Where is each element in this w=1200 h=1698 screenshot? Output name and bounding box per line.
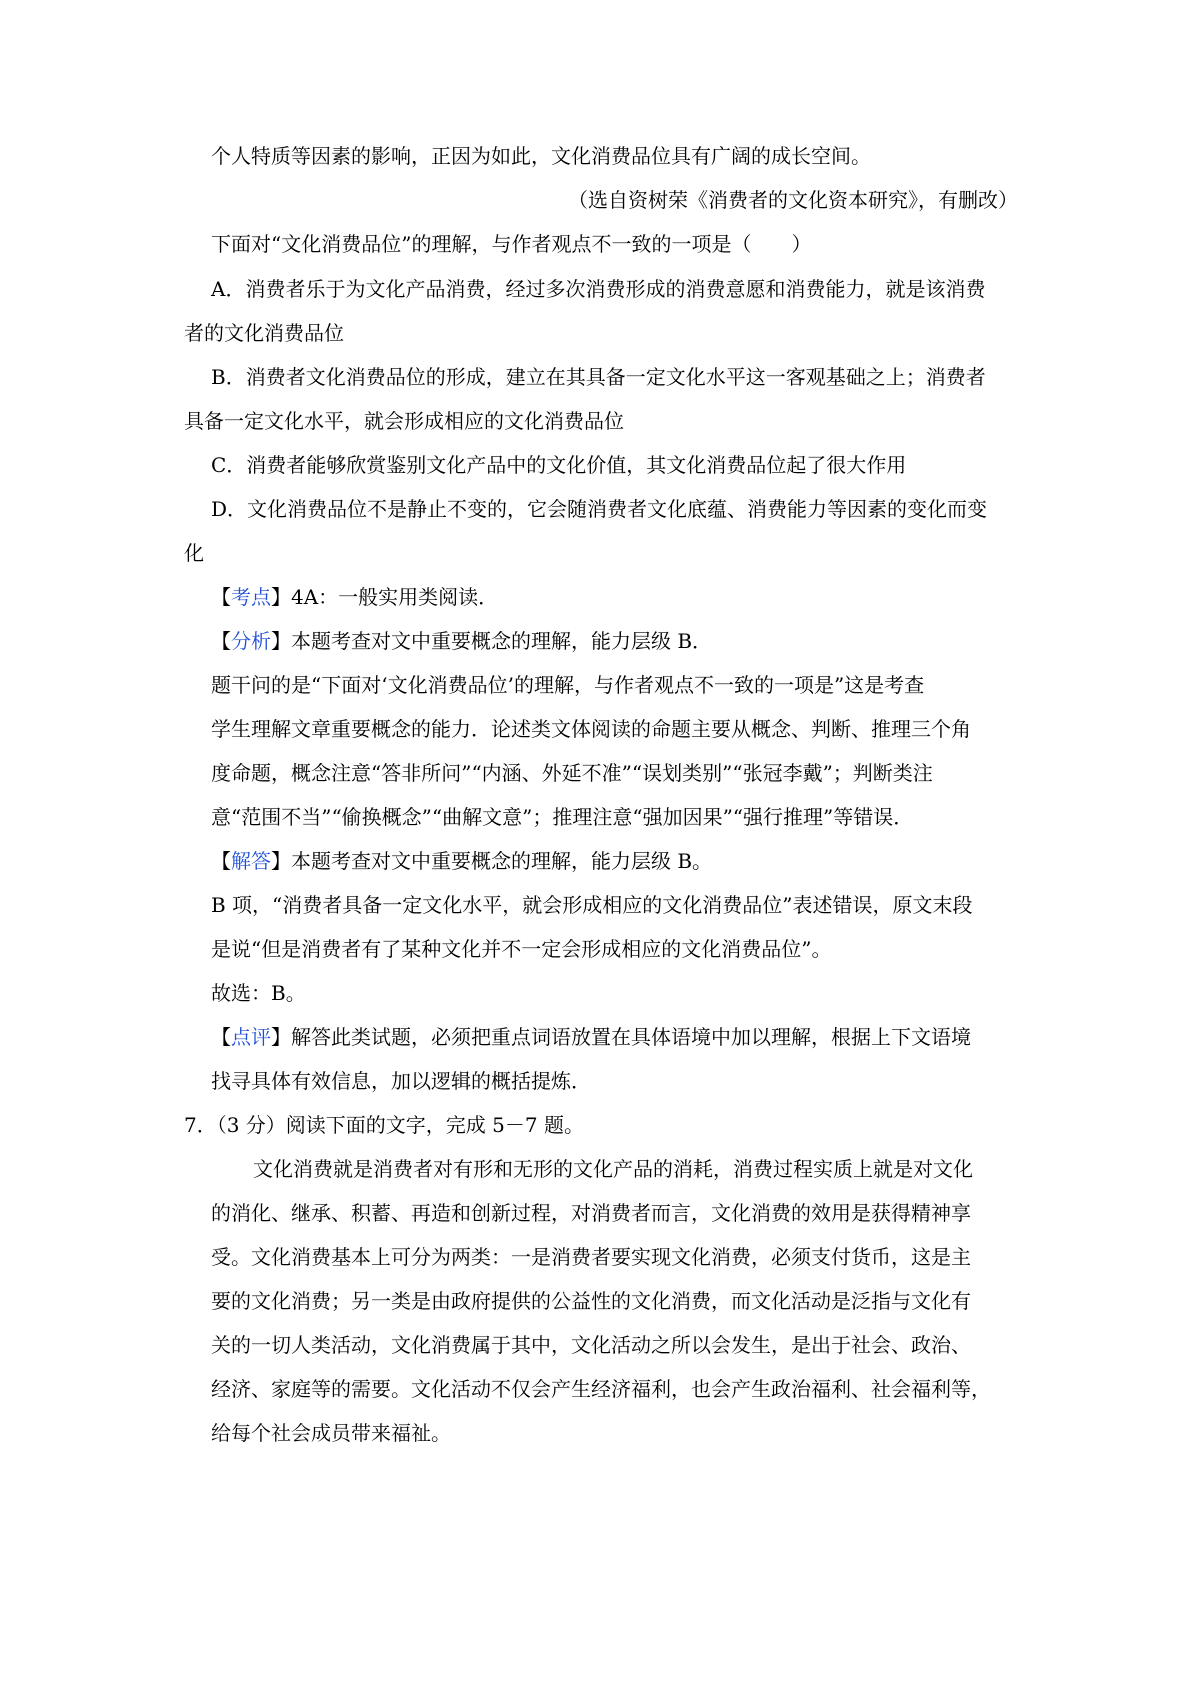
- fenxi-text: 本题考查对文中重要概念的理解，能力层级 B．: [291, 629, 713, 653]
- fenxi-line: 题干问的是“下面对‘文化消费品位’的理解，与作者观点不一致的一项是”这是考查: [211, 673, 925, 697]
- dianping-label: 点评: [231, 1025, 271, 1049]
- jieda-row: 【解答】本题考查对文中重要概念的理解，能力层级 B。: [211, 849, 713, 873]
- kaodian-label: 考点: [231, 585, 271, 609]
- option-b-line1: B．消费者文化消费品位的形成，建立在其具备一定文化水平这一客观基础之上；消费者: [211, 365, 986, 389]
- answer-line: 故选：B。: [211, 981, 306, 1005]
- jieda-label: 解答: [231, 849, 271, 873]
- option-b-line2: 具备一定文化水平，就会形成相应的文化消费品位: [184, 409, 624, 433]
- fenxi-line: 度命题，概念注意“答非所问”“内涵、外延不准”“误划类别”“张冠李戴”；判断类注: [211, 761, 933, 785]
- option-d-line1: D．文化消费品位不是静止不变的，它会随消费者文化底蕴、消费能力等因素的变化而变: [211, 497, 988, 521]
- option-c-line1: C．消费者能够欣赏鉴别文化产品中的文化价值，其文化消费品位起了很大作用: [211, 453, 907, 477]
- kaodian-text: 4A：一般实用类阅读．: [291, 585, 499, 609]
- dianping-row: 【点评】解答此类试题，必须把重点词语放置在具体语境中加以理解，根据上下文语境: [211, 1025, 971, 1049]
- jieda-line: B 项，“消费者具备一定文化水平，就会形成相应的文化消费品位”表述错误，原文末段: [211, 893, 973, 917]
- fenxi-line: 意“范围不当”“偷换概念”“曲解文意”；推理注意“强加因果”“强行推理”等错误．: [211, 805, 914, 829]
- kaodian-row: 【考点】4A：一般实用类阅读．: [211, 585, 499, 609]
- jieda-text: 本题考查对文中重要概念的理解，能力层级 B。: [291, 849, 713, 873]
- fenxi-line: 学生理解文章重要概念的能力．论述类文体阅读的命题主要从概念、判断、推理三个角: [211, 717, 971, 741]
- question-stem: 下面对“文化消费品位”的理解，与作者观点不一致的一项是（ ）: [211, 232, 812, 256]
- passage-line: 个人特质等因素的影响，正因为如此，文化消费品位具有广阔的成长空间。: [211, 144, 871, 168]
- dianping-line: 找寻具体有效信息，加以逻辑的概括提炼．: [211, 1069, 591, 1093]
- source-citation: （选自资树荣《消费者的文化资本研究》，有删改）: [568, 188, 1018, 212]
- option-a-line2: 者的文化消费品位: [184, 321, 344, 345]
- option-a-line1: A．消费者乐于为文化产品消费，经过多次消费形成的消费意愿和消费能力，就是该消费: [211, 277, 986, 301]
- jieda-line: 是说“但是消费者有了某种文化并不一定会形成相应的文化消费品位”。: [211, 937, 832, 961]
- reading-passage-line: 经济、家庭等的需要。文化活动不仅会产生经济福利，也会产生政治福利、社会福利等，: [211, 1377, 991, 1401]
- fenxi-label: 分析: [231, 629, 271, 653]
- fenxi-row: 【分析】本题考查对文中重要概念的理解，能力层级 B．: [211, 629, 713, 653]
- option-d-line2: 化: [184, 541, 204, 565]
- reading-passage-line: 的消化、继承、积蓄、再造和创新过程，对消费者而言，文化消费的效用是获得精神享: [211, 1201, 971, 1225]
- reading-passage-line: 给每个社会成员带来福祉。: [211, 1421, 451, 1445]
- reading-passage-line: 受。文化消费基本上可分为两类：一是消费者要实现文化消费，必须支付货币，这是主: [211, 1245, 971, 1269]
- dianping-text: 解答此类试题，必须把重点词语放置在具体语境中加以理解，根据上下文语境: [291, 1025, 971, 1049]
- reading-passage-line: 关的一切人类活动，文化消费属于其中，文化活动之所以会发生，是出于社会、政治、: [211, 1333, 971, 1357]
- reading-passage-line: 要的文化消费；另一类是由政府提供的公益性的文化消费，而文化活动是泛指与文化有: [211, 1289, 971, 1313]
- reading-passage-line: 文化消费就是消费者对有形和无形的文化产品的消耗，消费过程实质上就是对文化: [253, 1157, 973, 1181]
- question-7-heading: 7．（3 分）阅读下面的文字，完成 5－7 题。: [184, 1113, 584, 1137]
